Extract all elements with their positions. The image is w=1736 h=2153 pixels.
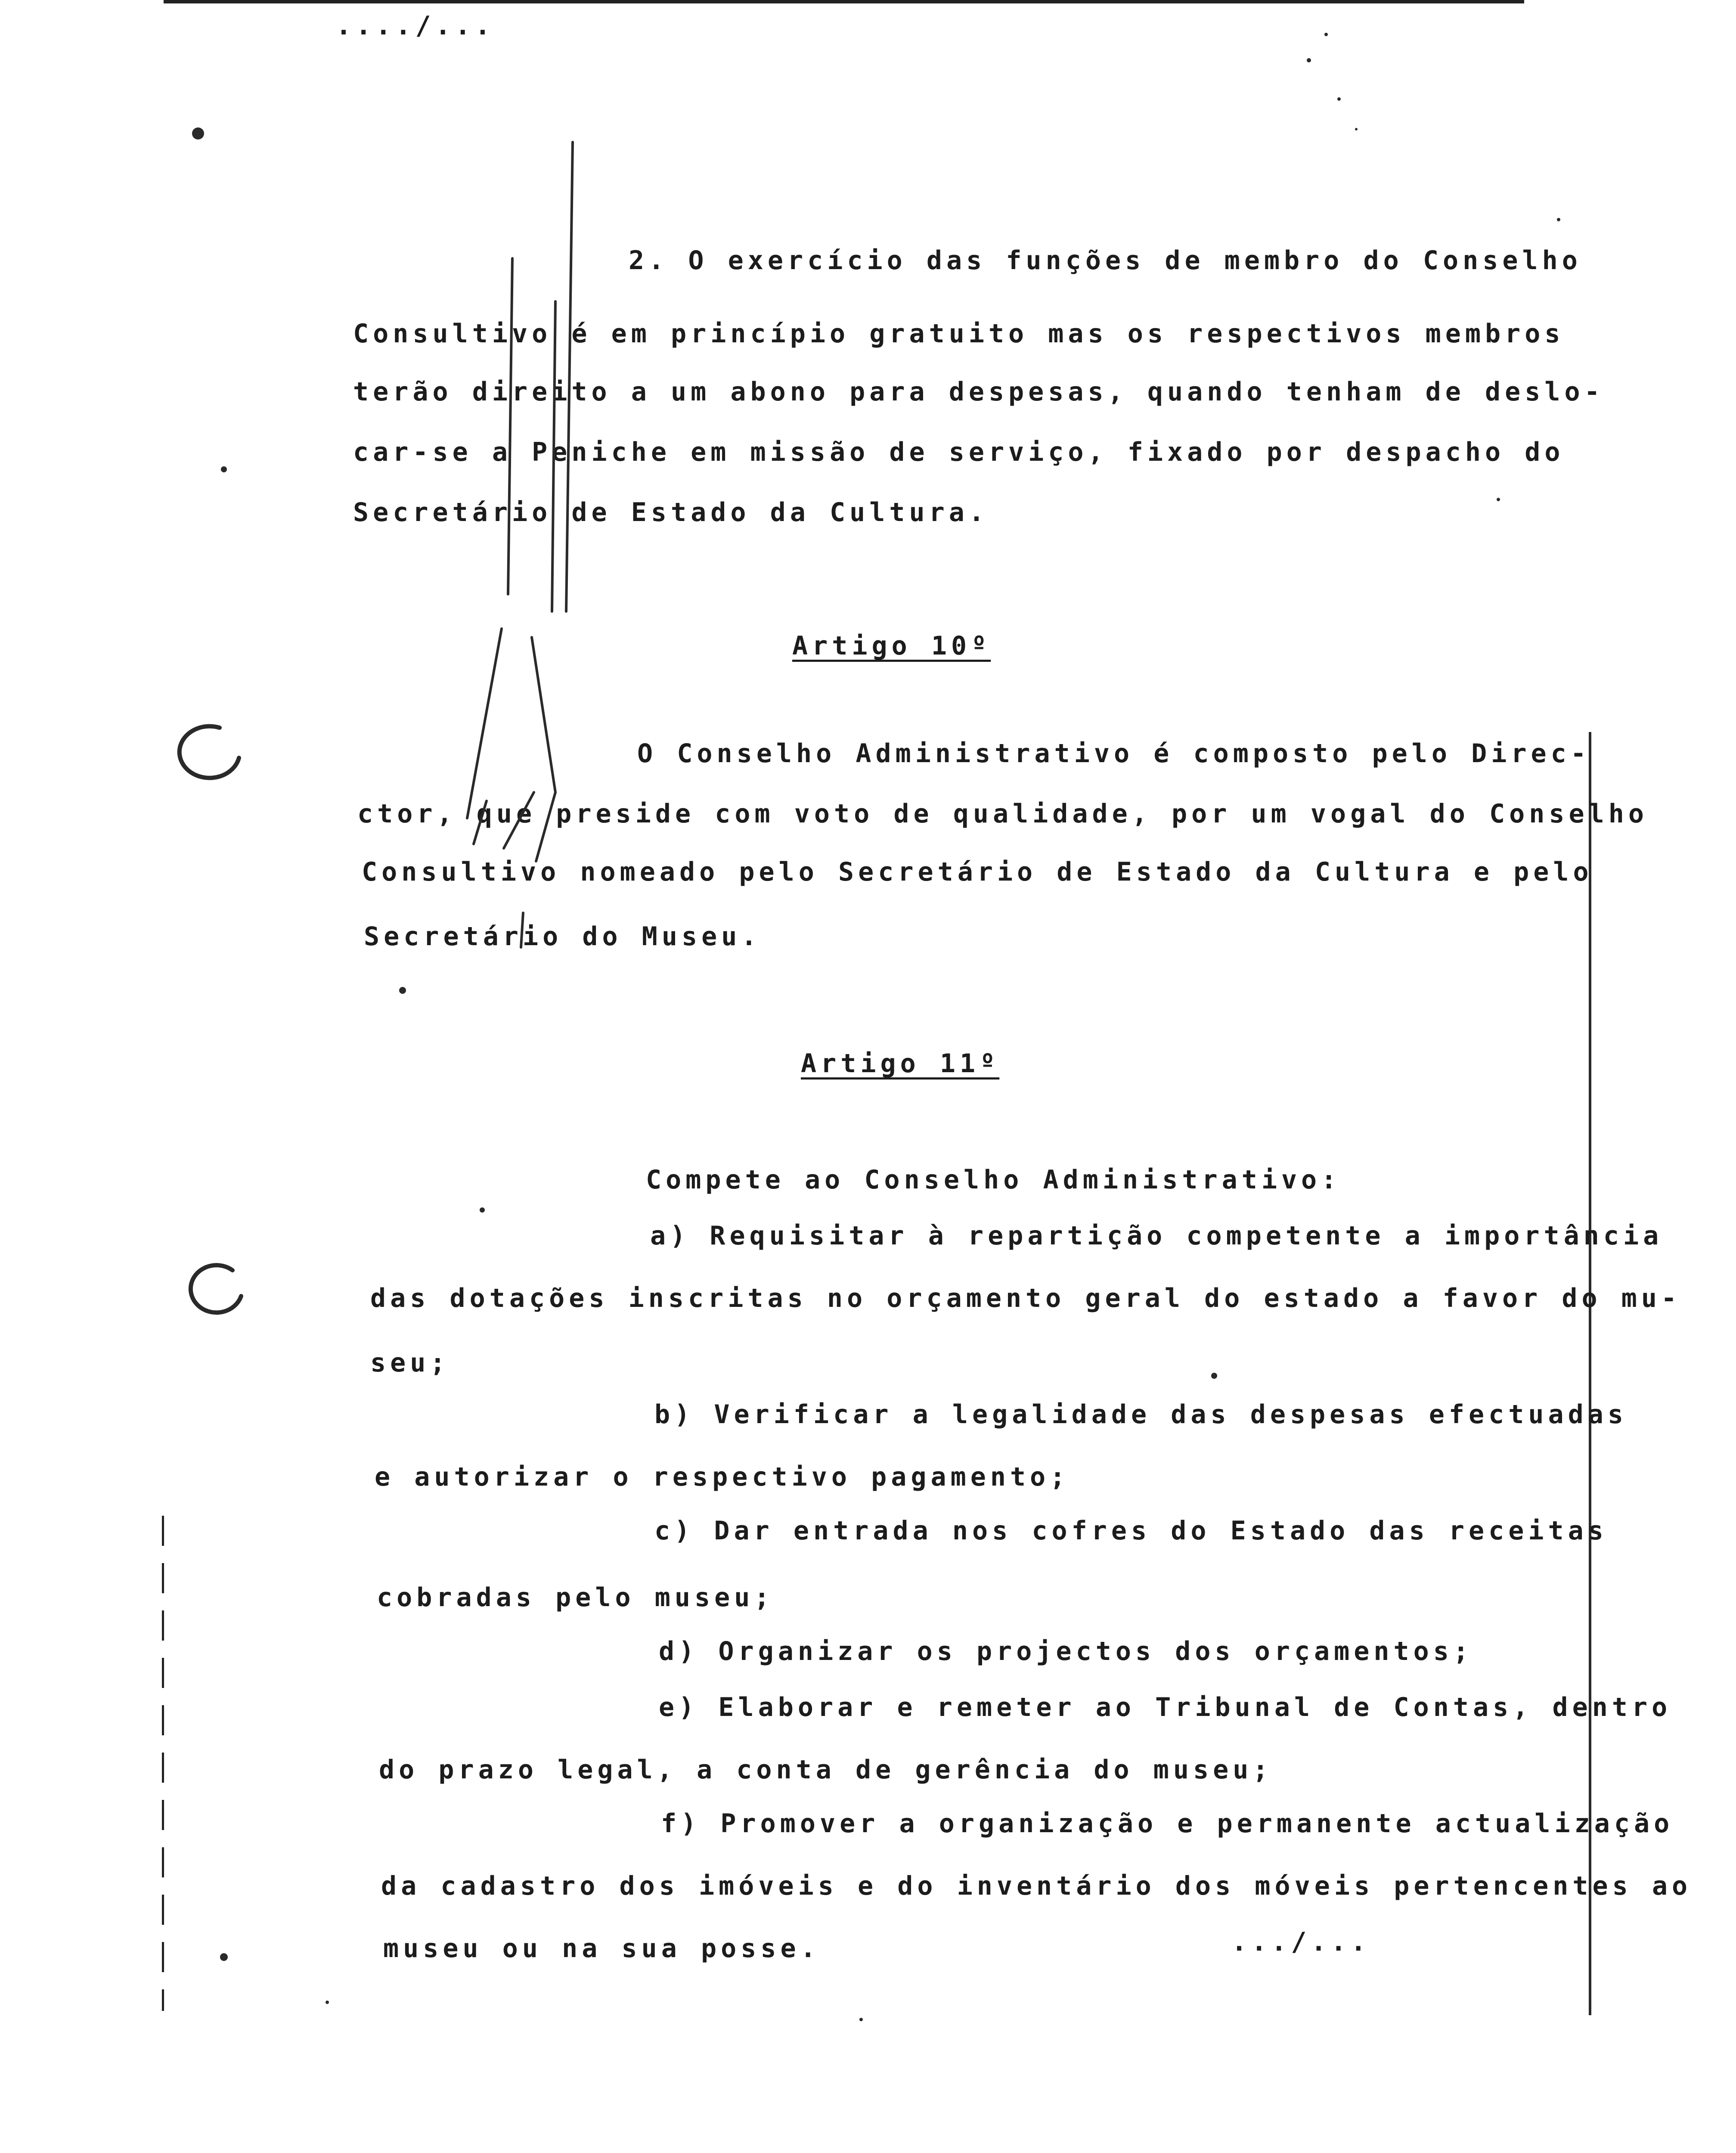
artigo-10-heading: Artigo 10º [792,631,991,661]
ink-dot-3 [221,466,227,472]
speckle-8 [326,2001,329,2004]
pen-stroke-diagonal-3 [504,792,534,848]
punch-hole-mark-upper [180,726,239,778]
speckle-6 [1497,498,1500,501]
para2-line3: terão direito a um abono para despesas, quando tenham de deslo- [353,377,1604,407]
ink-dot-4 [220,1953,228,1961]
artigo-11-heading: Artigo 11º [801,1049,1000,1079]
punch-hole-mark-lower [191,1265,241,1312]
para2-line2: Consultivo é em princípio gratuito mas os respectivos membros [353,319,1565,349]
item-e-line2: do prazo legal, a conta de gerência do museu; [379,1755,1273,1785]
ink-dot-5 [480,1207,485,1213]
item-f-line3: museu ou na sua posse. [383,1933,820,1964]
artigo10-line3: Consultivo nomeado pelo Secretário de Estado da Cultura e pelo [362,857,1593,887]
artigo11-intro: Compete ao Conselho Administrativo: [646,1165,1341,1195]
speckle-2 [1324,33,1328,36]
item-c-line1: c) Dar entrada nos cofres do Estado das receitas [654,1516,1608,1546]
speckle-5 [1557,218,1560,221]
para2-line4: car-se a Peniche em missão de serviço, fixado por despacho do [353,437,1565,467]
continuation-top: ..../... [336,11,495,41]
artigo10-line2: ctor, que preside com voto de qualidade, por um vogal do Conselho [357,799,1648,829]
pen-stroke-diagonal-4 [474,801,487,844]
speckle-4 [1355,128,1358,130]
item-a-line3: seu; [370,1348,450,1378]
para2-line1: 2. O exercício das funções de membro do Conselho [629,245,1582,276]
artigo10-line4: Secretário do Museu. [364,921,761,952]
speckle-1 [1307,58,1311,62]
artigo10-line1: O Conselho Administrativo é composto pelo Direc- [637,738,1590,769]
speckle-7 [859,2018,863,2021]
ink-dot-2 [399,987,406,994]
item-d-line1: d) Organizar os projectos dos orçamentos; [659,1636,1473,1666]
pen-stroke-small [521,913,523,947]
continuation-bottom: .../... [1231,1927,1370,1957]
pen-stroke-diagonal-2 [532,637,555,861]
pen-stroke-vertical-1 [566,142,573,611]
para2-line5: Secretário de Estado da Cultura. [353,497,989,527]
pen-stroke-diagonal-1 [467,629,502,818]
item-b-line2: e autorizar o respectivo pagamento; [375,1462,1070,1492]
item-a-line2: das dotações inscritas no orçamento geral do estado a favor do mu- [370,1283,1681,1313]
pen-stroke-vertical-3 [552,301,555,611]
item-c-line2: cobradas pelo museu; [377,1582,774,1613]
pen-stroke-vertical-2 [508,258,512,594]
item-e-line1: e) Elaborar e remeter ao Tribunal de Contas, dentro [659,1692,1672,1722]
item-a-line1: a) Requisitar à repartição competente a importância [650,1221,1663,1251]
item-f-line1: f) Promover a organização e permanente actualização [661,1809,1674,1839]
ink-dot-6 [1211,1373,1217,1379]
item-f-line2: da cadastro dos imóveis e do inventário dos móveis pertencentes ao [381,1871,1692,1901]
speckle-3 [1337,97,1341,101]
ink-dot-1 [192,127,204,140]
item-b-line1: b) Verificar a legalidade das despesas efectuadas [654,1399,1628,1430]
